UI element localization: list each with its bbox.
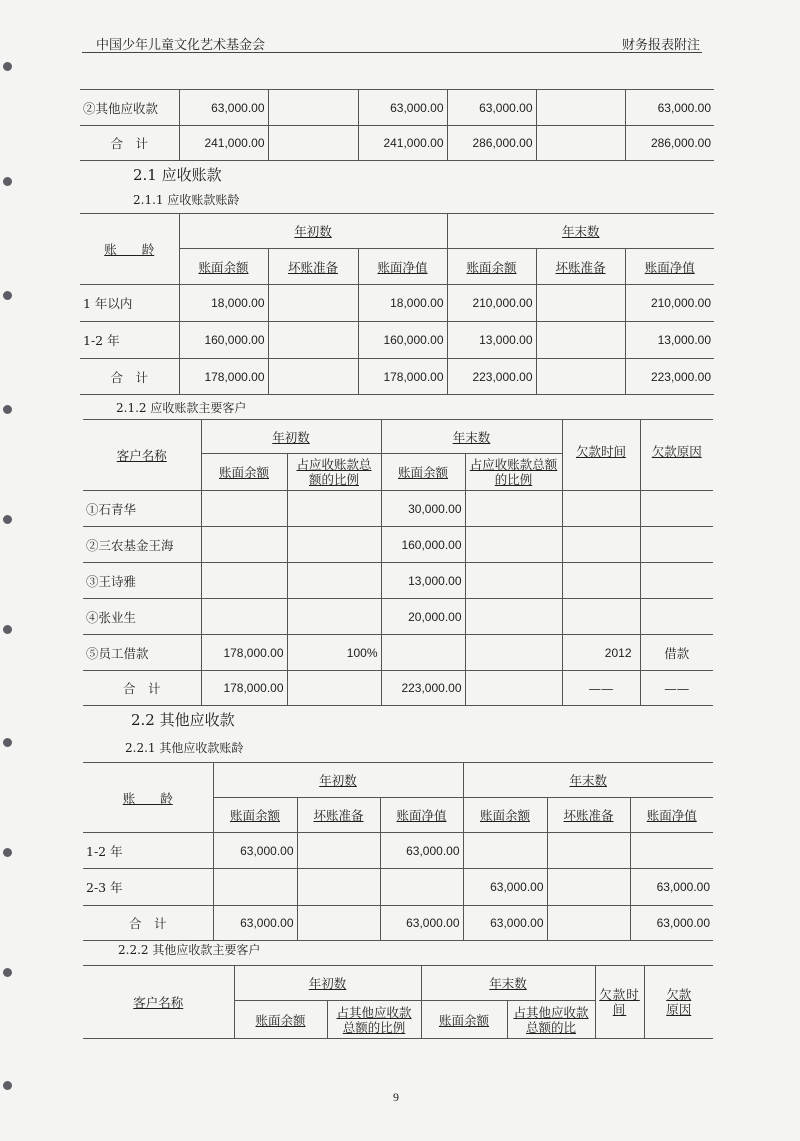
column-header: 账面余额 [381, 454, 465, 491]
cell: 63,000.00 [213, 833, 297, 869]
table-row [83, 527, 713, 563]
header-text: 年初数 [272, 429, 310, 445]
binder-hole [3, 515, 12, 524]
cell [380, 869, 463, 906]
column-header: 账面净值 [630, 798, 713, 833]
cell [213, 869, 297, 906]
row-label: ⑤员工借款 [83, 635, 201, 671]
row-label: ②三农基金王海 [83, 527, 201, 563]
table-row [80, 285, 714, 322]
header-text: 客户名称 [116, 448, 167, 463]
cell [547, 833, 630, 869]
cell [640, 563, 713, 599]
cell: 223,000.00 [625, 359, 714, 395]
column-header: 占其他应收款总额的比例 [327, 1001, 421, 1039]
cell [465, 599, 562, 635]
column-header: 账面余额 [201, 454, 287, 491]
table-header-row [80, 214, 714, 249]
row-label: 1-2 年 [80, 322, 179, 359]
column-header: 账面余额 [421, 1001, 507, 1039]
subsection-heading: 2.1.2 应收账款主要客户 [116, 401, 247, 415]
cell [287, 527, 381, 563]
cell [562, 599, 640, 635]
binder-hole [3, 291, 12, 300]
table-row [80, 359, 714, 395]
cell: 63,000.00 [463, 906, 547, 941]
column-header-time [562, 420, 640, 491]
cell: 63,000.00 [358, 90, 447, 126]
cell [547, 906, 630, 941]
cell [268, 90, 358, 126]
cell [287, 671, 381, 706]
row-label: 合 计 [83, 906, 213, 941]
header-text: 年末数 [452, 429, 491, 445]
cell [463, 833, 547, 869]
header-text: 年初数 [319, 773, 357, 788]
cell [562, 563, 640, 599]
table-header-row [83, 763, 713, 798]
cell: 286,000.00 [625, 126, 714, 161]
cell: 210,000.00 [625, 285, 714, 322]
page-header [82, 30, 702, 53]
cell: 241,000.00 [358, 126, 447, 161]
header-text: 账 龄 [122, 790, 173, 806]
cell: 160,000.00 [358, 322, 447, 359]
column-header: 占应收账款总额的比例 [465, 454, 562, 491]
section-heading: 2.2 其他应收款 [131, 711, 235, 729]
header-text: 年初数 [294, 224, 332, 239]
column-header: 账面余额 [179, 249, 268, 285]
cell [287, 491, 381, 527]
table-row [83, 833, 713, 869]
subsection-heading: 2.2.1 其他应收款账龄 [125, 741, 244, 755]
cell: 63,000.00 [380, 906, 463, 941]
cell [640, 491, 713, 527]
cell: 178,000.00 [358, 359, 447, 395]
cell [562, 491, 640, 527]
cell [268, 285, 358, 322]
row-label: 合 计 [83, 671, 201, 706]
column-header-age [83, 763, 213, 833]
cell [536, 322, 625, 359]
column-header: 占应收账款总额的比例 [287, 454, 381, 491]
cell [287, 599, 381, 635]
column-header-customer [83, 966, 234, 1039]
binder-hole [3, 177, 12, 186]
cell: —— [640, 671, 713, 706]
cell: 13,000.00 [381, 563, 465, 599]
cell: 18,000.00 [358, 285, 447, 322]
organization-name: 中国少年儿童文化艺术基金会 [96, 38, 266, 53]
cell: 178,000.00 [201, 671, 287, 706]
cell: 63,000.00 [630, 906, 713, 941]
group-header-end [381, 420, 562, 454]
column-header-reason [640, 420, 713, 491]
cell: 223,000.00 [381, 671, 465, 706]
receivables-customers-table [83, 419, 713, 706]
cell [268, 322, 358, 359]
cell: 286,000.00 [447, 126, 536, 161]
column-header: 坏账准备 [268, 249, 358, 285]
cell [465, 635, 562, 671]
group-header-begin [234, 966, 421, 1001]
cell [465, 491, 562, 527]
table-row [83, 671, 713, 706]
column-header: 账面余额 [447, 249, 536, 285]
column-header: 坏账准备 [547, 798, 630, 833]
table-row [83, 563, 713, 599]
cell: 63,000.00 [463, 869, 547, 906]
cell [287, 563, 381, 599]
row-label: 合 计 [80, 359, 179, 395]
cell: 160,000.00 [179, 322, 268, 359]
header-text: 年末数 [569, 773, 607, 788]
cell [268, 359, 358, 395]
group-header-begin [201, 420, 381, 454]
table-row [83, 599, 713, 635]
group-header-end [447, 214, 714, 249]
table-header-row [83, 420, 713, 454]
other-receivables-aging-table [83, 762, 713, 941]
subsection-heading: 2.1.1 应收账款账龄 [133, 193, 240, 207]
cell [536, 90, 625, 126]
column-header: 坏账准备 [536, 249, 625, 285]
cell: 18,000.00 [179, 285, 268, 322]
column-header: 账面净值 [358, 249, 447, 285]
group-header-begin [179, 214, 447, 249]
cell [297, 869, 380, 906]
group-header-begin [213, 763, 463, 798]
cell [640, 527, 713, 563]
column-header: 占其他应收款总额的比 [507, 1001, 595, 1039]
cell [201, 491, 287, 527]
cell [201, 563, 287, 599]
binder-hole [3, 405, 12, 414]
column-header: 账面余额 [213, 798, 297, 833]
cell [297, 833, 380, 869]
cell: 2012 [562, 635, 640, 671]
header-text: 年初数 [308, 976, 347, 991]
receivables-aging-table [80, 213, 714, 395]
cell: 160,000.00 [381, 527, 465, 563]
binder-hole [3, 62, 12, 71]
cell [465, 671, 562, 706]
table-row [83, 491, 713, 527]
binder-hole [3, 738, 12, 747]
cell: 210,000.00 [447, 285, 536, 322]
cell [465, 527, 562, 563]
cell: —— [562, 671, 640, 706]
binder-hole [3, 968, 12, 977]
cell [201, 527, 287, 563]
cell: 20,000.00 [381, 599, 465, 635]
header-text: 客户名称 [133, 995, 184, 1010]
cell: 178,000.00 [201, 635, 287, 671]
column-header-time [595, 966, 644, 1039]
table-header-row [83, 966, 713, 1001]
row-label: ②其他应收款 [80, 90, 179, 126]
cell [465, 563, 562, 599]
section-heading: 2.1 应收账款 [133, 166, 222, 184]
cell [630, 833, 713, 869]
cell: 63,000.00 [213, 906, 297, 941]
cell: 30,000.00 [381, 491, 465, 527]
header-text: 欠款时间 [575, 444, 626, 459]
column-header-customer [83, 420, 201, 491]
cell: 100% [287, 635, 381, 671]
table-row [83, 906, 713, 941]
column-header: 坏账准备 [297, 798, 380, 833]
cell [297, 906, 380, 941]
cell [640, 599, 713, 635]
header-text: 年末数 [561, 224, 600, 239]
column-header: 账面净值 [625, 249, 714, 285]
row-label: 1-2 年 [83, 833, 213, 869]
column-header-reason [644, 966, 713, 1039]
subsection-heading: 2.2.2 其他应收款主要客户 [118, 943, 261, 957]
binder-hole [3, 848, 12, 857]
cell: 63,000.00 [179, 90, 268, 126]
binder-hole [3, 1081, 12, 1090]
header-text: 欠款原因 [666, 987, 692, 1017]
document-title: 财务报表附注 [621, 38, 700, 53]
cell [536, 359, 625, 395]
cell: 223,000.00 [447, 359, 536, 395]
row-label: ①石青华 [83, 491, 201, 527]
binder-hole [3, 625, 12, 634]
column-header: 账面余额 [463, 798, 547, 833]
header-text: 欠款原因 [651, 444, 702, 459]
cell [547, 869, 630, 906]
table-row [80, 126, 714, 161]
cell [536, 126, 625, 161]
header-text: 账 龄 [104, 242, 155, 257]
cell: 63,000.00 [380, 833, 463, 869]
header-text: 欠款时间 [599, 987, 640, 1017]
column-header-age [80, 214, 179, 285]
cell [536, 285, 625, 322]
cell: 63,000.00 [625, 90, 714, 126]
table-row [80, 90, 714, 126]
other-receivables-customers-table [83, 965, 713, 1039]
row-label: 1 年以内 [80, 285, 179, 322]
cell: 63,000.00 [630, 869, 713, 906]
cell [381, 635, 465, 671]
cell [201, 599, 287, 635]
cell: 13,000.00 [625, 322, 714, 359]
cell [562, 527, 640, 563]
table-row [80, 322, 714, 359]
row-label: ④张业生 [83, 599, 201, 635]
table-row [83, 635, 713, 671]
row-label: 2-3 年 [83, 869, 213, 906]
column-header: 账面余额 [234, 1001, 327, 1039]
cell: 241,000.00 [179, 126, 268, 161]
cell: 178,000.00 [179, 359, 268, 395]
cell [268, 126, 358, 161]
table-row [83, 869, 713, 906]
column-header: 账面净值 [380, 798, 463, 833]
cell: 63,000.00 [447, 90, 536, 126]
group-header-end [421, 966, 595, 1001]
cell: 借款 [640, 635, 713, 671]
cell: 13,000.00 [447, 322, 536, 359]
row-label: ③王诗雅 [83, 563, 201, 599]
group-header-end [463, 763, 713, 798]
receivables-summary-table [80, 89, 714, 161]
page-number: 9 [393, 1090, 399, 1104]
header-text: 年末数 [489, 976, 527, 991]
row-label: 合 计 [80, 126, 179, 161]
